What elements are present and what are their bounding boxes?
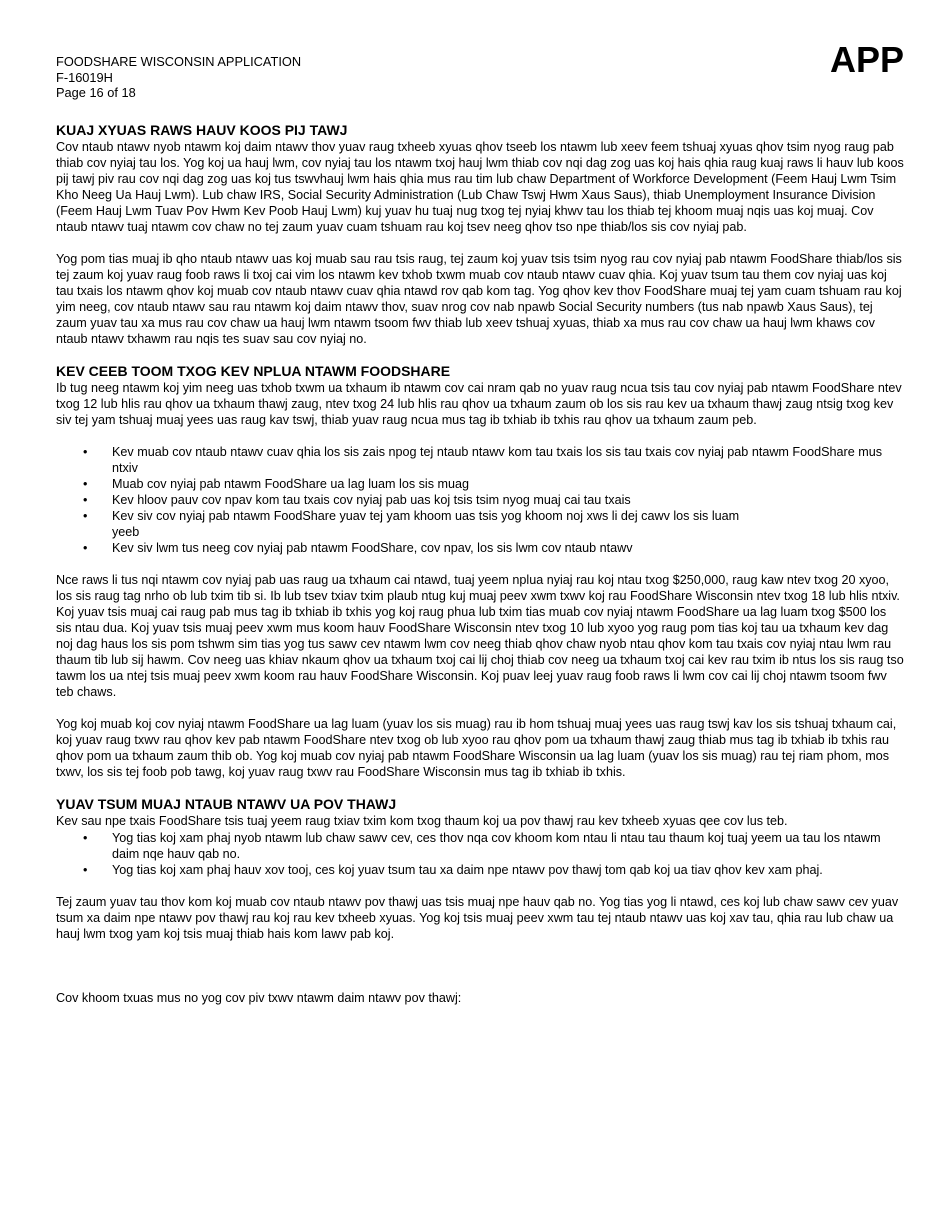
section-heading-penalty-warning: KEV CEEB TOOM TXOG KEV NPLUA NTAWM FOODSHARE bbox=[56, 363, 451, 379]
form-number: F-16019H bbox=[56, 69, 113, 85]
list-item: • Kev hloov pauv cov npav kom tau txais cov nyiaj pab uas koj tsis tsim nyog muaj cai tau txais bbox=[83, 493, 631, 507]
bullet-icon: • bbox=[83, 493, 88, 507]
paragraph: Cov ntaub ntawv nyob ntawm koj daim ntawv thov yuav raug txheeb xyuas qhov tseeb los ntawm lub xeev feem tshuaj xyuas qhov tsim nyog raug pab thiab cov nyiaj tau los. Yog koj ua hauj lwm, cov nyiaj tau los ntawm txoj hauj lwm thiab cov nqi dag zog uas koj hais qhia raug kuaj raws li hauv lub koos pij tawj piv rau cov nqi dag zog uas koj tus tswvhauj lwm hais qhia mus rau tim lub chaw Department of Workforce Development (Feem Hauj Lwm Tsim Kho Neeg Ua Hauj Lwm). Lub chaw IRS, Social Security Administration (Lub Chaw Tswj Hwm Xaus Saus), thiab Unemployment Insurance Division (Feem Hauj Lwm Tuav Pov Hwm Kev Poob Hauj Lwm) kuj yuav hu tuaj nug txog tej nyiaj khwv tau los thiab tej khoom muaj nqis uas koj muaj. Cov ntaub ntawv tuaj ntawm cov chaw no tej zaum yuav cuam tshuam rau koj tsev neeg qhov tso npe thiab/los sis cov nyiaj pab. bbox=[56, 140, 904, 234]
paragraph-closing: Cov khoom txuas mus no yog cov piv txwv ntawm daim ntawv pov thawj: bbox=[56, 991, 462, 1005]
form-identification bbox=[56, 54, 904, 101]
paragraph: Ib tug neeg ntawm koj yim neeg uas txhob txwm ua txhaum ib ntawm cov cai nram qab no yuav raug ncua tsis tau cov nyiaj pab ntawm FoodShare ntev txog 12 lub hlis rau qhov ua txhaum thawj zaug, ntev txog 24 lub hlis rau qhov ua txhaum zaum ob los sis rau kev ua txhaum thawj zaug ntsig txog kev siv tej yam tshuaj muaj yees uas raug kav tswj, thiab yuav raug ncua mus tag ib txhiab ib txhis rau qhov ua txhaum zaum peb. bbox=[56, 381, 902, 427]
bullet-icon: • bbox=[83, 831, 88, 845]
document-page bbox=[56, 39, 904, 1006]
list-item: • Kev muab cov ntaub ntawv cuav qhia los sis zais npog tej ntaub ntawv kom tau txais los sis tau txais cov nyiaj pab ntawm FoodShare mus ntxiv bbox=[83, 445, 883, 475]
list-item: • Yog tias koj xam phaj nyob ntawm lub chaw sawv cev, ces thov nqa cov khoom kom ntau li ntau tau thaum koj tuaj yeem ua tau los ntawm daim nqe hauv qab no. bbox=[83, 831, 881, 861]
list-item: • Muab cov nyiaj pab ntawm FoodShare ua lag luam los sis muag bbox=[83, 477, 470, 491]
bullet-icon: • bbox=[83, 509, 88, 523]
bullet-icon: • bbox=[83, 477, 88, 491]
section-heading-verification-required: YUAV TSUM MUAJ NTAUB NTAWV UA POV THAWJ bbox=[56, 796, 397, 812]
bullet-icon: • bbox=[83, 863, 88, 877]
page-number: Page 16 of 18 bbox=[56, 85, 136, 100]
penalty-list bbox=[56, 444, 904, 556]
paragraph: Kev sau npe txais FoodShare tsis tuaj yeem raug txiav txim kom txog thaum koj ua pov thawj rau kev txheeb xyuas qee cov lus teb. bbox=[56, 814, 788, 828]
page-header bbox=[56, 39, 904, 106]
list-item: • Kev siv lwm tus neeg cov nyiaj pab ntawm FoodShare, cov npav, los sis lwm cov ntaub ntawv bbox=[83, 541, 633, 555]
list-item: • Kev siv cov nyiaj pab ntawm FoodShare yuav tej yam khoom uas tsis yog khoom noj xws li dej cawv los sis luam yeeb bbox=[83, 509, 740, 539]
section-heading-computer-check: KUAJ XYUAS RAWS HAUV KOOS PIJ TAWJ bbox=[56, 122, 348, 138]
bullet-icon: • bbox=[83, 445, 88, 459]
form-title: FOODSHARE WISCONSIN APPLICATION bbox=[56, 54, 302, 69]
paragraph: Yog koj muab koj cov nyiaj ntawm FoodShare ua lag luam (yuav los sis muag) rau ib hom tshuaj muaj yees uas raug tswj kav los sis tshuaj txhaum cai, koj yuav raug txwv rau qhov kev pab ntawm FoodShare ntev txog ob lub xyoo rau qhov pom ua txhaum thawj zaug thiab mus tag ib txhiab ib txhis rau qhov pom ua txhaum zaum thib ob. Yog koj muab cov nyiaj pab ntawm FoodShare Wisconsin ua lag luam (yuav los sis muag) rau tej riam phom, mos txwv, los sis tej foob pob tawg, koj yuav raug txwv rau FoodShare Wisconsin mus tag ib txhiab ib txhis. bbox=[56, 717, 897, 779]
list-item: • Yog tias koj xam phaj hauv xov tooj, ces koj yuav tsum tau xa daim npe ntawv pov thawj tom qab koj ua tiav qhov kev xam phaj. bbox=[83, 863, 823, 877]
paragraph: Yog pom tias muaj ib qho ntaub ntawv uas koj muab sau rau tsis raug, tej zaum koj yuav tsis tsim nyog rau cov nyiaj pab ntawm FoodShare thiab/los sis tej zaum koj yuav raug foob raws li txoj cai vim los ntawm kev txhob txwm muab cov ntaub ntawv cuav qhia. Koj yuav tsum tau them cov nyiaj uas koj tau txais los ntawm qhov koj muab cov ntaub ntawv cuav qhia ntawd rov qab kom tag. Yog qhov kev thov FoodShare muaj tej yam cuam tshuam rau koj yim neeg, cov ntaub ntawv sau rau ntawm koj daim ntawv thov, suav nrog cov nab npawb Social Security numbers (tus nab npawb Xaus Saus), tej zaum yuav tau xa mus rau cov chaw ua hauj lwm ntawm tsoom fwv thiab lub xeev tshuaj xyuas, thiab xa mus rau cov chaw ua hauj lwm khaws cov ntaub ntawv txhawm rau nqis tes suav sau cov nyiaj no. bbox=[56, 252, 902, 346]
bullet-icon: • bbox=[83, 541, 88, 555]
paragraph: Tej zaum yuav tau thov kom koj muab cov ntaub ntawv pov thawj uas tsis muaj npe hauv qab no. Yog tias yog li ntawd, ces koj lub chaw sawv cev yuav tsum xa daim npe ntawv pov thawj rau koj rau kev txheeb xyuas. Yog koj tsis muaj peev xwm tau tej ntaub ntawv uas koj xav tau, qhia rau lub chaw ua hauj lwm txog yam koj tsis muaj thiab hais kom lawv pab koj. bbox=[56, 895, 899, 941]
paragraph: Nce raws li tus nqi ntawm cov nyiaj pab uas raug ua txhaum cai ntawd, tuaj yeem nplua nyiaj rau koj ntau txog $250,000, raug kaw ntev txog 20 xyoo, los sis raug tag nrho ob lub txim tib si. Ib lub tsev txiav txim plaub ntug kuj muaj peev xwm txwv koj rau FoodShare Wisconsin ntev txog 18 lub hlis ntxiv. Koj yuav tsis muaj cai raug pab mus tag ib txhiab ib txhis yog koj raug phua lub txim tias muab cov nyiaj ntawm FoodShare ua lag luam txog $500 los sis ntau dua. Koj yuav tsis muaj peev xwm mus koom hauv FoodShare Wisconsin ntev txog 10 lub xyoo yog raug pom tias koj tau ua txhaum kev dag noj dag haus los sis pom tshwm sim tias yog tus sawv cev ntawm lwm cov neeg thiab qhov chaw nyob ntau qhov kom tau txais cov nyiaj ntau lwm rau thaum tib lub sij hawm. Cov neeg uas khiav nkaum qhov ua txhaum txoj cai lij choj thiab cov neeg ua txhaum txoj cai kev rau txim ib ntus los sis raug tso tawm los ua ntej tsis muaj peev xwm koom rau hauv FoodShare Wisconsin. Koj puav leej yuav raug foob raws li lwm cov cai lij choj ntawm tsoom fwv teb chaws. bbox=[56, 573, 904, 699]
verification-list bbox=[56, 830, 904, 878]
app-mark: APP bbox=[829, 39, 904, 80]
